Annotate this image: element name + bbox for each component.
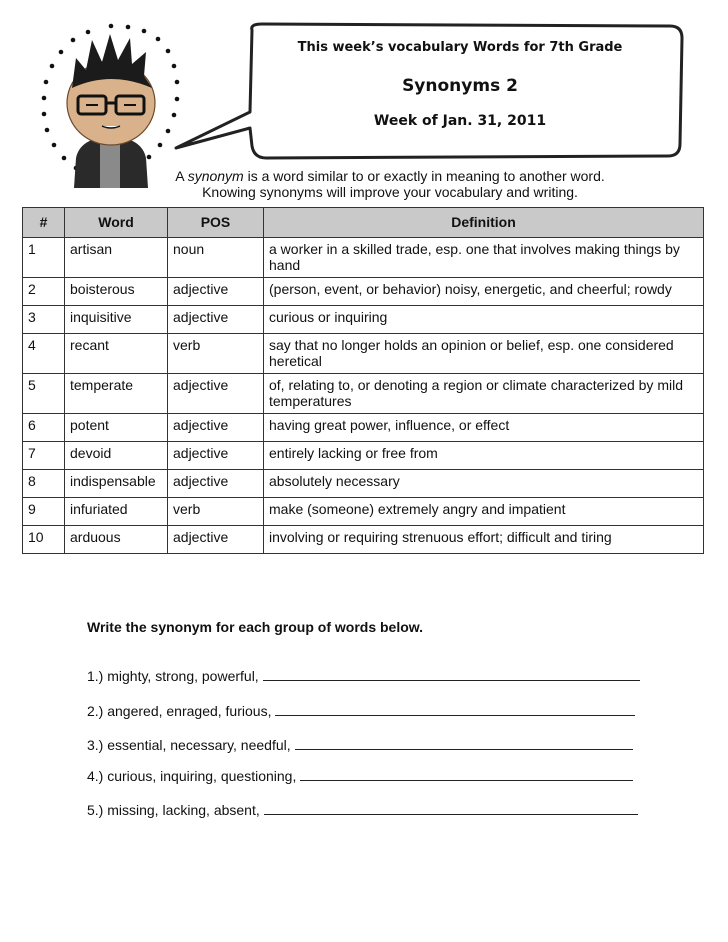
answer-blank[interactable] xyxy=(263,668,640,681)
intro-term: synonym xyxy=(187,168,244,184)
question-text: 3.) essential, necessary, needful, xyxy=(87,737,291,753)
row-definition: say that no longer holds an opinion or belief, esp. one considered heretical xyxy=(264,334,704,374)
row-pos: verb xyxy=(168,498,264,526)
row-word: infuriated xyxy=(65,498,168,526)
row-number: 7 xyxy=(23,442,65,470)
row-definition: absolutely necessary xyxy=(264,470,704,498)
table-row xyxy=(23,306,704,334)
exercise-instructions: Write the synonym for each group of words below. xyxy=(87,619,424,635)
row-word: artisan xyxy=(65,238,168,278)
row-word: potent xyxy=(65,414,168,442)
row-definition: having great power, influence, or effect xyxy=(264,414,704,442)
answer-blank[interactable] xyxy=(295,737,633,750)
table-row xyxy=(23,278,704,306)
table-row xyxy=(23,442,704,470)
row-number: 2 xyxy=(23,278,65,306)
question-4 xyxy=(87,768,633,784)
row-pos: adjective xyxy=(168,414,264,442)
table-row xyxy=(23,334,704,374)
row-word: indispensable xyxy=(65,470,168,498)
table-row xyxy=(23,470,704,498)
answer-blank[interactable] xyxy=(275,703,635,716)
row-definition: involving or requiring strenuous effort; difficult and tiring xyxy=(264,526,704,554)
row-number: 6 xyxy=(23,414,65,442)
question-2 xyxy=(87,703,635,719)
row-definition: curious or inquiring xyxy=(264,306,704,334)
table-header-row xyxy=(23,208,704,238)
question-5 xyxy=(87,802,638,818)
teacher-cartoon-illustration xyxy=(36,18,186,193)
question-text: 1.) mighty, strong, powerful, xyxy=(87,668,259,684)
row-number: 5 xyxy=(23,374,65,414)
question-1 xyxy=(87,668,640,684)
row-word: arduous xyxy=(65,526,168,554)
row-pos: adjective xyxy=(168,526,264,554)
row-word: temperate xyxy=(65,374,168,414)
vocabulary-table xyxy=(22,207,704,554)
header-definition: Definition xyxy=(264,208,704,238)
row-pos: verb xyxy=(168,334,264,374)
row-number: 8 xyxy=(23,470,65,498)
row-word: recant xyxy=(65,334,168,374)
question-text: 2.) angered, enraged, furious, xyxy=(87,703,272,719)
row-pos: adjective xyxy=(168,374,264,414)
header-pos: POS xyxy=(168,208,264,238)
bubble-subtitle: This week’s vocabulary Words for 7th Grade xyxy=(297,40,623,55)
row-definition: entirely lacking or free from xyxy=(264,442,704,470)
table-row xyxy=(23,374,704,414)
row-number: 4 xyxy=(23,334,65,374)
row-pos: adjective xyxy=(168,442,264,470)
row-number: 1 xyxy=(23,238,65,278)
intro-prefix: A xyxy=(175,168,188,184)
header-word: Word xyxy=(65,208,168,238)
week-label: Week of Jan. 31, 2011 xyxy=(373,113,547,129)
row-word: boisterous xyxy=(65,278,168,306)
table-row xyxy=(23,498,704,526)
question-text: 4.) curious, inquiring, questioning, xyxy=(87,768,297,784)
row-number: 10 xyxy=(23,526,65,554)
question-text: 5.) missing, lacking, absent, xyxy=(87,802,260,818)
table-row xyxy=(23,238,704,278)
row-pos: adjective xyxy=(168,470,264,498)
table-row xyxy=(23,414,704,442)
row-definition: a worker in a skilled trade, esp. one that involves making things by hand xyxy=(264,238,704,278)
row-definition: of, relating to, or denoting a region or climate characterized by mild temperatures xyxy=(264,374,704,414)
answer-blank[interactable] xyxy=(264,802,638,815)
row-number: 3 xyxy=(23,306,65,334)
row-pos: noun xyxy=(168,238,264,278)
answer-blank[interactable] xyxy=(300,768,633,781)
page-title: Synonyms 2 xyxy=(402,76,518,96)
header-number: # xyxy=(23,208,65,238)
row-definition: (person, event, or behavior) noisy, energetic, and cheerful; rowdy xyxy=(264,278,704,306)
question-3 xyxy=(87,737,633,753)
table-row xyxy=(23,526,704,554)
row-pos: adjective xyxy=(168,306,264,334)
intro-line-1 xyxy=(150,168,630,184)
intro-rest: is a word similar to or exactly in meaning to another word. xyxy=(243,168,605,184)
row-definition: make (someone) extremely angry and impatient xyxy=(264,498,704,526)
row-word: devoid xyxy=(65,442,168,470)
row-number: 9 xyxy=(23,498,65,526)
row-pos: adjective xyxy=(168,278,264,306)
row-word: inquisitive xyxy=(65,306,168,334)
intro-line-2: Knowing synonyms will improve your vocabulary and writing. xyxy=(202,184,578,200)
